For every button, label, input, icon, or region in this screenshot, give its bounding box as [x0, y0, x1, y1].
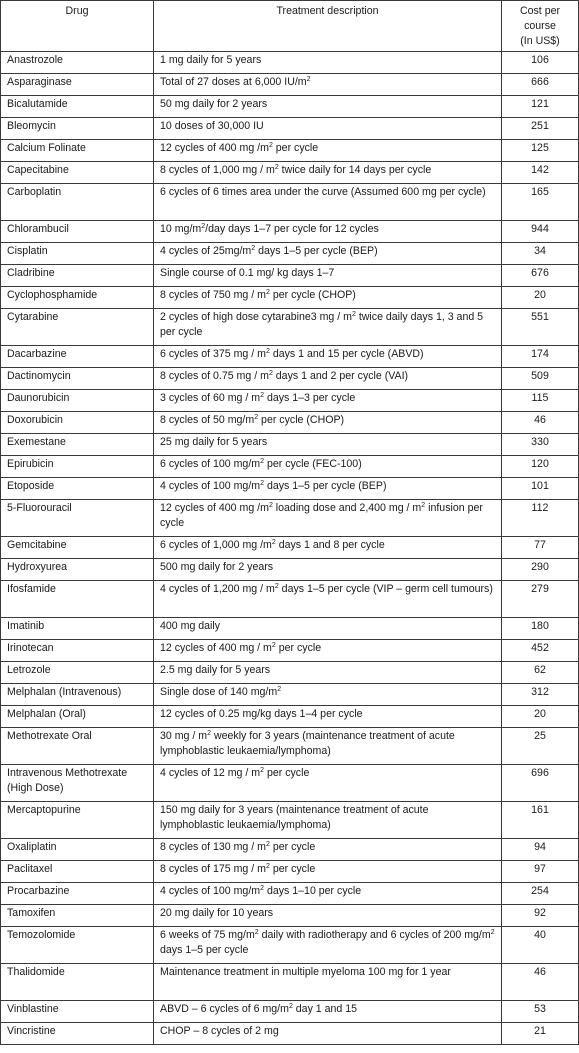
table-row: [1, 802, 579, 839]
header-description: Treatment description: [154, 1, 502, 52]
description-cell: 12 cycles of 0.25 mg/kg days 1–4 per cycle: [154, 706, 502, 728]
cost-cell: 279: [502, 581, 579, 618]
table-row: [1, 537, 579, 559]
drug-cell: Gemcitabine: [1, 537, 154, 559]
cost-cell: 165: [502, 184, 579, 221]
drug-cell: Exemestane: [1, 434, 154, 456]
cost-cell: 40: [502, 927, 579, 964]
description-cell: Total of 27 doses at 6,000 $IU/m^2$: [154, 74, 502, 96]
description-cell: 1 mg daily for 5 years: [154, 52, 502, 74]
table-row: [1, 618, 579, 640]
cost-cell: 115: [502, 390, 579, 412]
cost-cell: 20: [502, 287, 579, 309]
table-row: [1, 309, 579, 346]
cost-cell: 251: [502, 118, 579, 140]
drug-cell: Mercaptopurine: [1, 802, 154, 839]
description-cell: 30 mg / $m^2$ weekly for 3 years (maintenance treatment of acute lymphoblastic leukaemia/lymphoma): [154, 728, 502, 765]
drug-cell: Chlorambucil: [1, 221, 154, 243]
cost-cell: 509: [502, 368, 579, 390]
cost-cell: 101: [502, 478, 579, 500]
drug-cell: Hydroxyurea: [1, 559, 154, 581]
table-row: [1, 118, 579, 140]
table-row: [1, 184, 579, 221]
drug-cell: Cladribine: [1, 265, 154, 287]
table-row: [1, 140, 579, 162]
cost-cell: 330: [502, 434, 579, 456]
drug-cell: Oxaliplatin: [1, 839, 154, 861]
table-row: [1, 368, 579, 390]
header-cost: [502, 1, 579, 52]
cost-cell: 106: [502, 52, 579, 74]
drug-cell: Intravenous Methotrexate (High Dose): [1, 765, 154, 802]
cost-cell: 312: [502, 684, 579, 706]
description-cell: 4 cycles of 100 $mg/m^2$ days 1–10 per cycle: [154, 883, 502, 905]
drug-cell: Bicalutamide: [1, 96, 154, 118]
drug-cell: Temozolomide: [1, 927, 154, 964]
table-row: [1, 434, 579, 456]
drug-cell: Thalidomide: [1, 964, 154, 1001]
table-row: [1, 243, 579, 265]
description-cell: 12 cycles of 400 mg $/m^2$ per cycle: [154, 140, 502, 162]
drug-cell: Melphalan (Intravenous): [1, 684, 154, 706]
table-row: [1, 74, 579, 96]
cost-cell: 112: [502, 500, 579, 537]
table-body: [1, 52, 579, 1045]
drug-cell: Irinotecan: [1, 640, 154, 662]
cost-cell: 46: [502, 412, 579, 434]
drug-cell: Asparaginase: [1, 74, 154, 96]
drug-cell: Epirubicin: [1, 456, 154, 478]
header-drug: Drug: [1, 1, 154, 52]
drug-cell: Letrozole: [1, 662, 154, 684]
table-row: [1, 839, 579, 861]
drug-cell: Vinblastine: [1, 1001, 154, 1023]
drug-cell: Etoposide: [1, 478, 154, 500]
drug-cell: Capecitabine: [1, 162, 154, 184]
drug-cell: Imatinib: [1, 618, 154, 640]
drug-cell: Cytarabine: [1, 309, 154, 346]
table-row: [1, 162, 579, 184]
description-cell: 4 cycles of $25mg/m^2$ days 1–5 per cycle (BEP): [154, 243, 502, 265]
description-cell: ABVD – 6 cycles of 6 $mg/m^2$ day 1 and 15: [154, 1001, 502, 1023]
table-row: [1, 221, 579, 243]
drug-cell: Ifosfamide: [1, 581, 154, 618]
table-row: [1, 706, 579, 728]
drug-cell: Dacarbazine: [1, 346, 154, 368]
cost-cell: 551: [502, 309, 579, 346]
description-cell: 8 cycles of 0.75 mg / $m^2$ days 1 and 2 per cycle (VAI): [154, 368, 502, 390]
description-cell: 8 cycles of 175 mg / $m^2$ per cycle: [154, 861, 502, 883]
description-cell: 6 cycles of 100 $mg/m^2$ per cycle (FEC-100): [154, 456, 502, 478]
header-row: [1, 1, 579, 52]
table-row: [1, 684, 579, 706]
description-cell: 25 mg daily for 5 years: [154, 434, 502, 456]
cost-cell: 25: [502, 728, 579, 765]
cost-cell: 174: [502, 346, 579, 368]
description-cell: 8 cycles of 750 mg / $m^2$ per cycle (CHOP): [154, 287, 502, 309]
table-row: [1, 640, 579, 662]
description-cell: 6 weeks of 75 $mg/m^2$ daily with radiotherapy and 6 cycles of 200 $mg/m^2$ days 1–5 per cycle: [154, 927, 502, 964]
table-row: [1, 1001, 579, 1023]
table-row: [1, 927, 579, 964]
cost-cell: 696: [502, 765, 579, 802]
table-row: [1, 390, 579, 412]
cost-cell: 53: [502, 1001, 579, 1023]
drug-cell: Calcium Folinate: [1, 140, 154, 162]
cost-cell: 180: [502, 618, 579, 640]
description-cell: 400 mg daily: [154, 618, 502, 640]
cost-cell: 21: [502, 1023, 579, 1045]
cost-cell: 94: [502, 839, 579, 861]
cost-cell: 77: [502, 537, 579, 559]
drug-cell: Doxorubicin: [1, 412, 154, 434]
description-cell: 2 cycles of high dose cytarabine3 mg / $m^2$ twice daily days 1, 3 and 5 per cycle: [154, 309, 502, 346]
drug-cell: Paclitaxel: [1, 861, 154, 883]
drug-cell: Procarbazine: [1, 883, 154, 905]
drug-cell: Dactinomycin: [1, 368, 154, 390]
cost-cell: 944: [502, 221, 579, 243]
cost-cell: 121: [502, 96, 579, 118]
cost-cell: 34: [502, 243, 579, 265]
drug-cell: Anastrozole: [1, 52, 154, 74]
description-cell: 12 cycles of 400 mg / $m^2$ per cycle: [154, 640, 502, 662]
table-row: [1, 412, 579, 434]
description-cell: 2.5 mg daily for 5 years: [154, 662, 502, 684]
cost-cell: 666: [502, 74, 579, 96]
description-cell: 6 cycles of 1,000 mg $/m^2$ days 1 and 8 per cycle: [154, 537, 502, 559]
description-cell: 150 mg daily for 3 years (maintenance treatment of acute lymphoblastic leukaemia/lymphoma): [154, 802, 502, 839]
table-row: [1, 883, 579, 905]
drug-cell: Cyclophosphamide: [1, 287, 154, 309]
cost-cell: 125: [502, 140, 579, 162]
cost-cell: 290: [502, 559, 579, 581]
description-cell: 8 cycles of 1,000 mg / $m^2$ twice daily for 14 days per cycle: [154, 162, 502, 184]
table-row: [1, 500, 579, 537]
description-cell: 4 cycles of 100 $mg/m^2$ days 1–5 per cycle (BEP): [154, 478, 502, 500]
description-cell: 8 cycles of 130 mg / $m^2$ per cycle: [154, 839, 502, 861]
description-cell: CHOP – 8 cycles of 2 mg: [154, 1023, 502, 1045]
description-cell: Maintenance treatment in multiple myeloma 100 mg for 1 year: [154, 964, 502, 1001]
table-row: [1, 346, 579, 368]
description-cell: 6 cycles of 6 times area under the curve (Assumed 600 mg per cycle): [154, 184, 502, 221]
cost-cell: 254: [502, 883, 579, 905]
cost-cell: 676: [502, 265, 579, 287]
table-row: [1, 478, 579, 500]
description-cell: 3 cycles of 60 mg / $m^2$ days 1–3 per cycle: [154, 390, 502, 412]
cost-cell: 161: [502, 802, 579, 839]
description-cell: 4 cycles of 12 mg / $m^2$ per cycle: [154, 765, 502, 802]
table-row: [1, 559, 579, 581]
description-cell: 20 mg daily for 10 years: [154, 905, 502, 927]
description-cell: 10 $mg/m^2$/day days 1–7 per cycle for 12 cycles: [154, 221, 502, 243]
table-row: [1, 96, 579, 118]
table-row: [1, 456, 579, 478]
table-row: [1, 1023, 579, 1045]
drug-cell: 5-Fluorouracil: [1, 500, 154, 537]
cost-cell: 92: [502, 905, 579, 927]
table-row: [1, 52, 579, 74]
description-cell: 4 cycles of 1,200 mg / $m^2$ days 1–5 per cycle (VIP – germ cell tumours): [154, 581, 502, 618]
description-cell: 500 mg daily for 2 years: [154, 559, 502, 581]
table-row: [1, 728, 579, 765]
cost-cell: 62: [502, 662, 579, 684]
cost-cell: 142: [502, 162, 579, 184]
table-row: [1, 287, 579, 309]
cost-cell: 46: [502, 964, 579, 1001]
cost-cell: 97: [502, 861, 579, 883]
drug-cell: Tamoxifen: [1, 905, 154, 927]
header-cost-line1: Cost per course: [519, 5, 561, 32]
table-row: [1, 861, 579, 883]
cost-cell: 20: [502, 706, 579, 728]
header-cost-line2: (In US$): [520, 35, 560, 47]
table-row: [1, 905, 579, 927]
drug-cell: Methotrexate Oral: [1, 728, 154, 765]
description-cell: 6 cycles of 375 mg / $m^2$ days 1 and 15 per cycle (ABVD): [154, 346, 502, 368]
drug-cell: Vincristine: [1, 1023, 154, 1045]
cost-cell: 452: [502, 640, 579, 662]
drug-cell: Carboplatin: [1, 184, 154, 221]
drug-cell: Cisplatin: [1, 243, 154, 265]
description-cell: Single dose of 140 $mg/m^2$: [154, 684, 502, 706]
description-cell: 12 cycles of 400 mg $/m^2$ loading dose and 2,400 mg / $m^2$ infusion per cycle: [154, 500, 502, 537]
drug-cell: Daunorubicin: [1, 390, 154, 412]
table-row: [1, 265, 579, 287]
drug-cell: Bleomycin: [1, 118, 154, 140]
description-cell: 50 mg daily for 2 years: [154, 96, 502, 118]
table-row: [1, 964, 579, 1001]
table-row: [1, 765, 579, 802]
cost-cell: 120: [502, 456, 579, 478]
description-cell: Single course of 0.1 mg/ kg days 1–7: [154, 265, 502, 287]
table-row: [1, 662, 579, 684]
description-cell: 10 doses of 30,000 IU: [154, 118, 502, 140]
drug-cell: Melphalan (Oral): [1, 706, 154, 728]
table-row: [1, 581, 579, 618]
description-cell: 8 cycles of 50 $mg/m^2$ per cycle (CHOP): [154, 412, 502, 434]
